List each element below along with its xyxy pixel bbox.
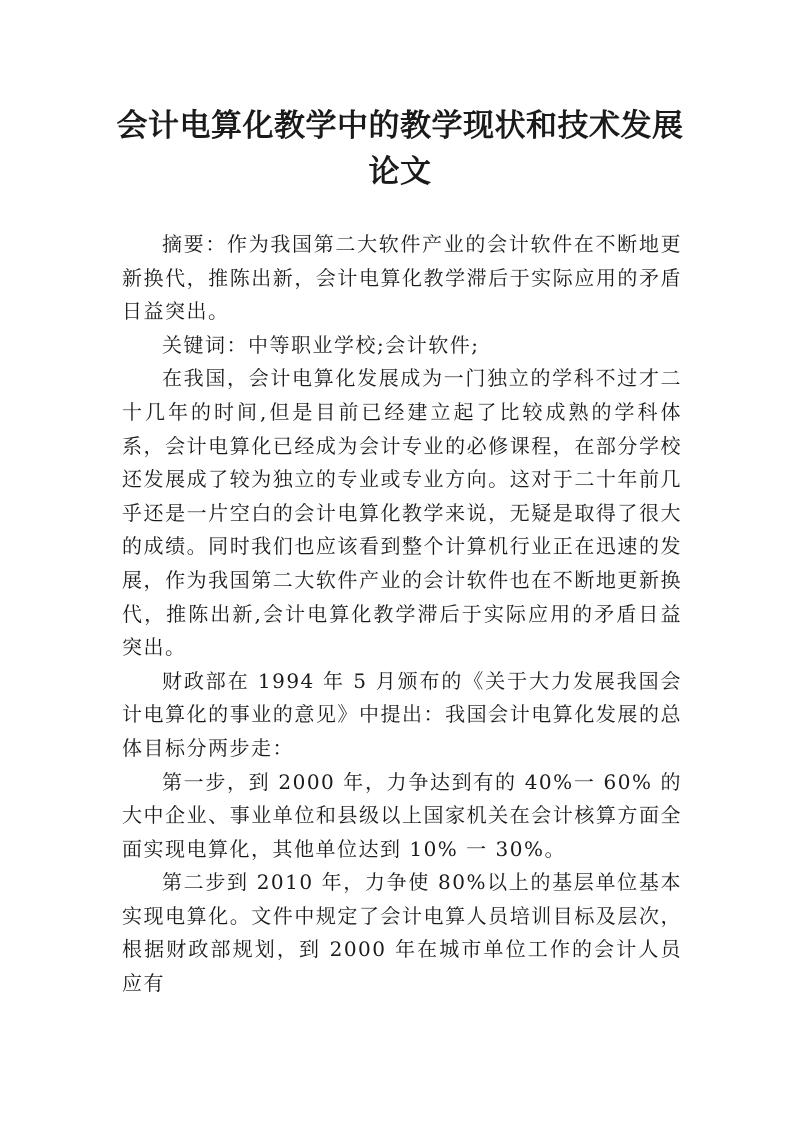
body-paragraph-4: 第二步到 2010 年，力争使 80%以上的基层单位基本实现电算化。文件中规定了会计电算人员培训目标及层次，根据财政部规划，到 2000 年在城市单位工作的会计人员应有 [122,870,682,996]
abstract-paragraph: 摘要：作为我国第二大软件产业的会计软件在不断地更新换代，推陈出新，会计电算化教学滞后于实际应用的矛盾日益突出。 [122,232,682,324]
body-paragraph-3: 第一步，到 2000 年，力争达到有的 40%一 60% 的大中企业、事业单位和县级以上国家机关在会计核算方面全面实现电算化，其他单位达到 10% 一 30%。 [122,769,682,861]
document-body [122,228,682,1001]
body-paragraph-2: 财政部在 1994 年 5 月颁布的《关于大力发展我国会计电算化的事业的意见》中提出：我国会计电算化发展的总体目标分两步走： [122,668,682,760]
keywords-paragraph: 关键词：中等职业学校;会计软件; [162,332,480,357]
document-title-line-1: 会计电算化教学中的教学现状和技术发展 [116,108,684,144]
body-paragraph-1: 在我国，会计电算化发展成为一门独立的学科不过才二十几年的时间,但是目前已经建立起了比较成熟的学科体系，会计电算化已经成为会计专业的必修课程，在部分学校还发展成了较为独立的专业或专业方向。这对于二十年前几乎还是一片空白的会计电算化教学来说，无疑是取得了很大的成绩。同时我们也应该看到整个计算机行业正在迅速的发展，作为我国第二大软件产业的会计软件也在不断地更新换代，推陈出新,会计电算化教学滞后于实际应用的矛盾日益突出。 [122,366,682,660]
document-title-line-2: 论文 [368,154,432,190]
